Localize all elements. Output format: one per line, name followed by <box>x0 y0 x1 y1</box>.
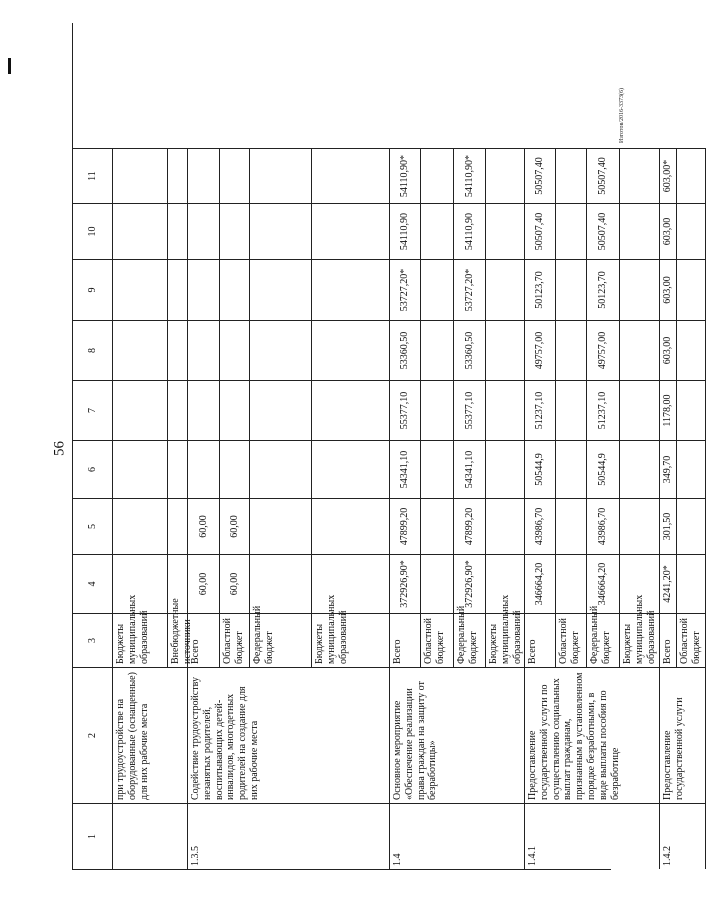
value-cell <box>312 498 390 554</box>
value-cell <box>188 320 220 380</box>
value-cell <box>220 148 250 203</box>
value-cell: 55377,10 <box>454 380 486 440</box>
funding-source: Областной бюджет <box>421 613 454 667</box>
value-cell: 50507,40 <box>525 203 556 259</box>
value-cell <box>486 554 525 613</box>
funding-source: Всего <box>188 613 220 667</box>
value-cell: 50507,40 <box>587 203 620 259</box>
value-cell: 60,00 <box>188 498 220 554</box>
value-cell-empty <box>113 554 168 613</box>
code-cell-continuation <box>113 803 188 869</box>
value-cell <box>620 203 660 259</box>
value-cell: 53727,20* <box>390 259 421 320</box>
value-cell <box>677 148 706 203</box>
value-cell-empty <box>113 259 168 320</box>
value-cell <box>556 380 587 440</box>
value-cell: 603,00* <box>660 148 677 203</box>
value-cell: 53360,50 <box>390 320 421 380</box>
header-cell-4: 4 <box>73 554 113 613</box>
value-cell <box>220 320 250 380</box>
value-cell: 47899,20 <box>454 498 486 554</box>
value-cell <box>188 380 220 440</box>
value-cell <box>421 320 454 380</box>
value-cell <box>556 440 587 498</box>
value-cell: 349,70 <box>660 440 677 498</box>
funding-source: Областной бюджет <box>556 613 587 667</box>
value-cell <box>421 498 454 554</box>
value-cell-empty <box>168 148 188 203</box>
value-cell <box>486 203 525 259</box>
header-cell-6: 6 <box>73 440 113 498</box>
item-code: 1.4.1 <box>525 803 660 869</box>
value-cell: 51237,10 <box>525 380 556 440</box>
value-cell: 51237,10 <box>587 380 620 440</box>
item-name: Содействие трудоустройству незанятых родителей, воспитывающих детей-инвалидов, многодетных родителей на создание для них рабочие места <box>188 667 390 803</box>
funding-source: Областной бюджет <box>677 613 706 667</box>
value-cell: 49757,00 <box>525 320 556 380</box>
value-cell <box>220 440 250 498</box>
value-cell <box>312 380 390 440</box>
value-cell <box>677 259 706 320</box>
value-cell: 50544,9 <box>525 440 556 498</box>
header-cell-11: 11 <box>73 148 113 203</box>
value-cell <box>556 554 587 613</box>
value-cell <box>421 148 454 203</box>
value-cell: 1178,00 <box>660 380 677 440</box>
value-cell <box>220 259 250 320</box>
value-cell: 603,00 <box>660 259 677 320</box>
value-cell: 60,00 <box>188 554 220 613</box>
value-cell: 43986,70 <box>587 498 620 554</box>
scan-edge-mark <box>8 58 11 74</box>
value-cell <box>486 498 525 554</box>
value-cell: 372926,90* <box>390 554 421 613</box>
value-cell <box>312 148 390 203</box>
header-cell-3: 3 <box>73 613 113 667</box>
value-cell <box>188 148 220 203</box>
value-cell: 54110,90 <box>390 203 421 259</box>
value-cell <box>486 440 525 498</box>
funding-source: Федеральный бюджет <box>250 613 312 667</box>
value-cell-empty <box>168 320 188 380</box>
funding-source: Всего <box>390 613 421 667</box>
value-cell <box>620 320 660 380</box>
header-cell-5: 5 <box>73 498 113 554</box>
value-cell-empty <box>113 380 168 440</box>
value-cell <box>312 440 390 498</box>
value-cell <box>620 148 660 203</box>
value-cell <box>620 259 660 320</box>
value-cell-empty <box>168 554 188 613</box>
value-cell: 50544,9 <box>587 440 620 498</box>
value-cell <box>220 380 250 440</box>
value-cell: 43986,70 <box>525 498 556 554</box>
funding-source: Всего <box>525 613 556 667</box>
value-cell <box>188 440 220 498</box>
value-cell: 54341,10 <box>454 440 486 498</box>
source-cell-continuation: Внебюджетные источники <box>168 613 188 667</box>
value-cell: 49757,00 <box>587 320 620 380</box>
value-cell <box>312 320 390 380</box>
value-cell: 50123,70 <box>587 259 620 320</box>
value-cell <box>556 148 587 203</box>
funding-source: Всего <box>660 613 677 667</box>
value-cell-empty <box>113 148 168 203</box>
funding-source: Федеральный бюджет <box>587 613 620 667</box>
value-cell: 53727,20* <box>454 259 486 320</box>
funding-source: Федеральный бюджет <box>454 613 486 667</box>
funding-source: Бюджеты муниципальных образований <box>312 613 390 667</box>
header-cell-2: 2 <box>73 667 113 803</box>
value-cell: 603,00 <box>660 203 677 259</box>
item-code: 1.4.2 <box>660 803 705 869</box>
value-cell <box>250 148 312 203</box>
value-cell <box>556 498 587 554</box>
value-cell <box>421 380 454 440</box>
value-cell-empty <box>113 203 168 259</box>
value-cell <box>677 554 706 613</box>
item-name: Предоставление государственной услуги по осуществлению социальных выплат гражданам, признанным в установленном порядке безработными, в виде выплаты пособия по безработице <box>525 667 660 803</box>
value-cell <box>677 203 706 259</box>
value-cell-empty <box>168 380 188 440</box>
item-name: Основное мероприятие «Обеспечение реализации права граждан на защиту от безработицы» <box>390 667 525 803</box>
activity-cell-continuation: при трудоустройстве на оборудованные (оснащенные) для них рабочие места <box>113 667 188 803</box>
value-cell: 346664,20 <box>587 554 620 613</box>
value-cell: 50507,40 <box>587 148 620 203</box>
value-cell-empty <box>113 320 168 380</box>
funding-source: Областной бюджет <box>220 613 250 667</box>
value-cell <box>250 498 312 554</box>
value-cell <box>312 554 390 613</box>
page-number: 56 <box>51 441 68 456</box>
value-cell <box>312 203 390 259</box>
value-cell <box>486 320 525 380</box>
item-code: 1.4 <box>390 803 525 869</box>
value-cell-empty <box>113 498 168 554</box>
value-cell-empty <box>168 440 188 498</box>
value-cell: 346664,20 <box>525 554 556 613</box>
value-cell <box>250 380 312 440</box>
document-id: Изготов/2016-3373(6) <box>619 88 625 143</box>
value-cell <box>421 259 454 320</box>
value-cell: 372926,90* <box>454 554 486 613</box>
value-cell: 4241,20* <box>660 554 677 613</box>
value-cell: 60,00 <box>220 498 250 554</box>
value-cell <box>250 259 312 320</box>
value-cell: 54341,10 <box>390 440 421 498</box>
item-code: 1.3.5 <box>188 803 390 869</box>
value-cell <box>188 259 220 320</box>
item-name: Предоставление государственной услуги <box>660 667 705 803</box>
value-cell <box>312 259 390 320</box>
value-cell: 603,00 <box>660 320 677 380</box>
value-cell <box>486 148 525 203</box>
value-cell <box>250 320 312 380</box>
value-cell: 53360,50 <box>454 320 486 380</box>
funding-source: Бюджеты муниципальных образований <box>620 613 660 667</box>
header-cell-7: 7 <box>73 380 113 440</box>
value-cell-empty <box>168 498 188 554</box>
value-cell <box>250 554 312 613</box>
source-cell-continuation: Бюджеты муниципальных образований <box>113 613 168 667</box>
value-cell <box>556 259 587 320</box>
value-cell <box>620 498 660 554</box>
value-cell <box>677 320 706 380</box>
value-cell <box>677 498 706 554</box>
value-cell: 60,00 <box>220 554 250 613</box>
value-cell <box>250 203 312 259</box>
value-cell: 47899,20 <box>390 498 421 554</box>
value-cell <box>677 380 706 440</box>
value-cell: 301,50 <box>660 498 677 554</box>
value-cell <box>220 203 250 259</box>
value-cell <box>556 203 587 259</box>
value-cell <box>486 380 525 440</box>
value-cell <box>421 203 454 259</box>
value-cell <box>421 554 454 613</box>
value-cell <box>486 259 525 320</box>
value-cell-empty <box>168 259 188 320</box>
header-cell-9: 9 <box>73 259 113 320</box>
value-cell-empty <box>113 440 168 498</box>
value-cell: 54110,90* <box>454 148 486 203</box>
header-cell-8: 8 <box>73 320 113 380</box>
value-cell <box>620 440 660 498</box>
value-cell <box>556 320 587 380</box>
value-cell <box>620 554 660 613</box>
value-cell-empty <box>168 203 188 259</box>
header-cell-10: 10 <box>73 203 113 259</box>
value-cell <box>620 380 660 440</box>
value-cell: 50123,70 <box>525 259 556 320</box>
value-cell: 54110,90 <box>454 203 486 259</box>
value-cell: 54110,90* <box>390 148 421 203</box>
value-cell <box>250 440 312 498</box>
funding-source: Бюджеты муниципальных образований <box>486 613 525 667</box>
value-cell <box>421 440 454 498</box>
value-cell <box>677 440 706 498</box>
value-cell: 55377,10 <box>390 380 421 440</box>
value-cell: 50507,40 <box>525 148 556 203</box>
header-cell-1: 1 <box>73 803 113 869</box>
value-cell <box>188 203 220 259</box>
